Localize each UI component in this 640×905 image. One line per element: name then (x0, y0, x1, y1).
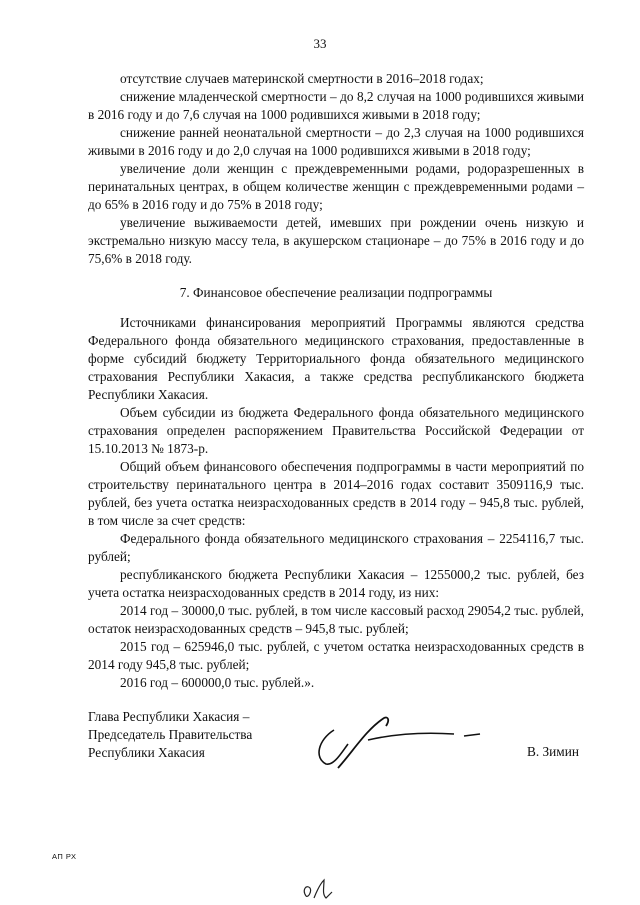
paragraph: снижение младенческой смертности – до 8,2 случая на 1000 родившихся живыми в 2016 году и до 7,6 случая на 1000 родившихся живыми в 2018 году; (88, 89, 584, 122)
paragraph: 2014 год – 30000,0 тыс. рублей, в том числе кассовый расход 29054,2 тыс. рублей, остаток неизрасходованных средств – 945,8 тыс. рублей; (88, 603, 584, 636)
section-heading: 7. Финансовое обеспечение реализации подпрограммы (179, 285, 493, 300)
paragraph: 2015 год – 625946,0 тыс. рублей, с учетом остатка неизрасходованных средств в 2014 году 945,8 тыс. рублей; (88, 639, 584, 672)
paragraph: Источниками финансирования мероприятий Программы являются средства Федерального фонда обязательного медицинского страхования, предоставленные в форме субсидий бюджету Территориального фонда обязательного медицинского страхования Республики Хакасия, а также средства республиканского бюджета Республики Хакасия. (88, 315, 584, 402)
financing-section (88, 314, 584, 692)
handwritten-signature (304, 700, 504, 780)
paragraph: снижение ранней неонатальной смертности – до 2,3 случая на 1000 родившихся живыми в 2016 году и до 2,0 случая на 1000 родившихся живыми в 2018 году; (88, 125, 584, 158)
paragraph: Федерального фонда обязательного медицинского страхования – 2254116,7 тыс. рублей; (88, 531, 584, 564)
signatory-title-line: Председатель Правительства (88, 727, 253, 742)
paragraph: отсутствие случаев материнской смертности в 2016–2018 годах; (120, 71, 484, 86)
paragraph: республиканского бюджета Республики Хакасия – 1255000,2 тыс. рублей, без учета остатка неизрасходованных средств в 2014 году, из них: (88, 567, 584, 600)
handwritten-initials (300, 876, 340, 904)
signatory-title (88, 708, 252, 762)
paragraph: 2016 год – 600000,0 тыс. рублей.». (120, 675, 315, 690)
footer-code: АП РХ (52, 852, 77, 861)
paragraph: увеличение доли женщин с преждевременными родами, родоразрешенных в перинатальных центрах, в общем количестве женщин с преждевременными родами – до 65% в 2016 году и до 75% в 2018 году; (88, 161, 584, 212)
paragraph: Общий объем финансового обеспечения подпрограммы в части мероприятий по строительству перинатального центра в 2014–2016 годах составит 3509116,9 тыс. рублей, без учета остатка неизрасходованных средств в 2014 году – 945,8 тыс. рублей, в том числе за счет средств: (88, 459, 584, 528)
paragraph: увеличение выживаемости детей, имевших при рождении очень низкую и экстремально низкую массу тела, в акушерском стационаре – до 75% в 2016 году и до 75,6% в 2018 году. (88, 215, 584, 266)
paragraph: Объем субсидии из бюджета Федерального фонда обязательного медицинского страхования определен распоряжением Правительства Российской Федерации от 15.10.2013 № 1873-р. (88, 405, 584, 456)
signatory-title-line: Республики Хакасия (88, 745, 205, 760)
signatory-title-line: Глава Республики Хакасия – (88, 709, 250, 724)
signatory-name: В. Зимин (527, 744, 579, 759)
outcomes-list (88, 70, 584, 268)
page-number: 33 (313, 36, 327, 51)
